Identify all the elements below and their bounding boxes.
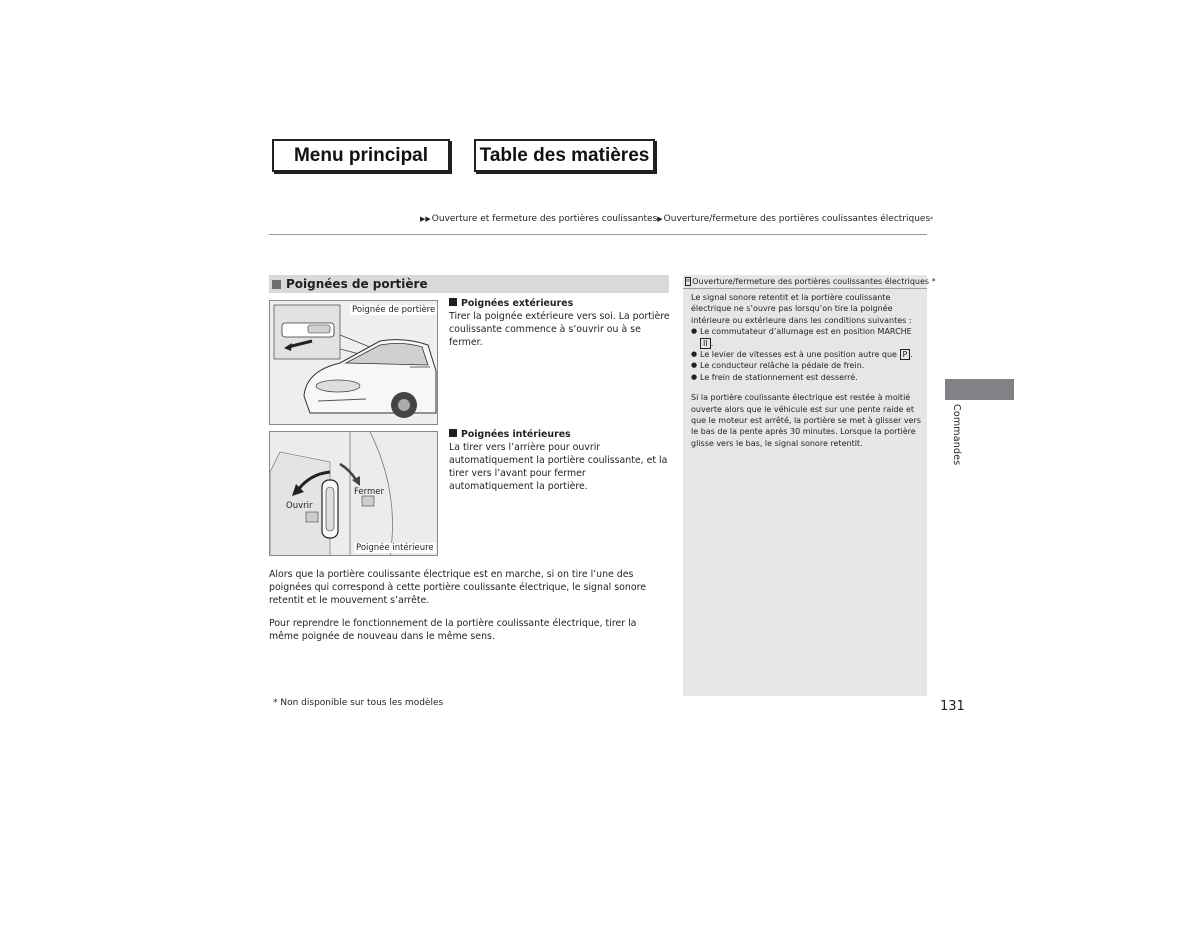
sidebar-note xyxy=(683,275,936,696)
triangle-arrow-icon: ▶ xyxy=(657,215,663,223)
sidebar-paragraph: Si la portière coulissante électrique est restée à moitié ouverte alors que le véhicule est sur une pente raide et que le moteur est arrêté, la portière se met à glisser vers le bas de la pente après 30 minutes. Lorsque la portière glisse vers le bas, le signal sonore retentit. xyxy=(691,393,921,448)
interior-handles-title-text: Poignées intérieures xyxy=(461,429,571,440)
interior-handle-figure xyxy=(269,431,438,556)
square-bullet-icon xyxy=(449,298,457,306)
interior-handles-title xyxy=(449,428,671,441)
paragraph-2: Pour reprendre le fonctionnement de la portière coulissante électrique, tirer la même poignée de nouveau dans le même sens. xyxy=(269,618,637,642)
square-bullet-icon xyxy=(272,280,281,289)
interior-handles-block xyxy=(449,428,671,493)
asterisk: * xyxy=(930,215,934,223)
interior-handles-text: La tirer vers l’arrière pour ouvrir automatiquement la portière coulissante, et la tirer vers l’avant pour fermer automatiquement la portière. xyxy=(449,442,668,492)
list-item-text: Le levier de vitesses est à une position autre que xyxy=(700,350,897,360)
open-label: Ouvrir xyxy=(286,501,313,511)
square-bullet-icon xyxy=(449,429,457,437)
list-item: ● Le conducteur relâche la pédale de frein. xyxy=(691,360,921,371)
sidebar-body xyxy=(691,292,921,449)
main-menu-button[interactable]: Menu principal xyxy=(272,139,450,172)
interior-handle-label: Poignée intérieure xyxy=(356,543,434,553)
exterior-handles-title xyxy=(449,297,671,310)
breadcrumb-link-2[interactable]: Ouverture/fermeture des portières coulissantes électriques xyxy=(663,214,931,224)
exterior-handles-text: Tirer la poignée extérieure vers soi. La portière coulissante commence à s’ouvrir ou à se fermer. xyxy=(449,311,670,348)
table-of-contents-button[interactable]: Table des matières xyxy=(474,139,655,172)
list-item: ● Le commutateur d’allumage est en position MARCHE II . xyxy=(691,326,921,349)
footnote: * Non disponible sur tous les modèles xyxy=(273,698,444,708)
page-number: 131 xyxy=(940,699,965,714)
exterior-handles-title-text: Poignées extérieures xyxy=(461,298,574,309)
paragraph-1: Alors que la portière coulissante électrique est en marche, si on tire l’une des poignées qui correspond à cette portière coulissante électrique, le signal sonore retentit et le mouvement s’arrête. xyxy=(269,569,646,606)
list-item: ● Le frein de stationnement est desserré. xyxy=(691,372,921,383)
exterior-handle-figure xyxy=(269,300,438,425)
header-rule xyxy=(269,234,927,235)
close-label: Fermer xyxy=(354,487,385,497)
sidebar-intro: Le signal sonore retentit et la portière coulissante électrique ne s’ouvre pas lorsqu’on tire la poignée intérieure ou extérieure dans les conditions suivantes : xyxy=(691,293,912,325)
sidebar-conditions-list xyxy=(691,326,921,383)
chapter-tab-label: Commandes xyxy=(951,404,962,466)
ignition-position-key: II xyxy=(700,338,711,349)
chapter-tab[interactable] xyxy=(945,379,1014,400)
triangle-arrow-icon: ▶▶ xyxy=(420,215,431,223)
breadcrumb-link-1[interactable]: Ouverture et fermeture des portières coulissantes xyxy=(431,214,658,224)
section-title: Poignées de portière xyxy=(286,277,428,291)
section-header xyxy=(269,275,669,293)
exterior-handles-block xyxy=(449,297,671,349)
sidebar-header-text[interactable]: Ouverture/fermeture des portières coulissantes électriques * xyxy=(692,277,936,286)
book-icon: ≡ xyxy=(686,278,691,284)
sidebar-header xyxy=(683,275,936,289)
gear-position-key: P xyxy=(900,349,911,360)
car-illustration xyxy=(270,301,438,425)
door-handle-label: Poignée de portière xyxy=(352,305,436,315)
breadcrumb xyxy=(420,214,934,224)
list-item: ● Le levier de vitesses est à une position autre que P . xyxy=(691,349,921,360)
list-item-text: Le commutateur d’allumage est en position MARCHE xyxy=(700,327,912,337)
